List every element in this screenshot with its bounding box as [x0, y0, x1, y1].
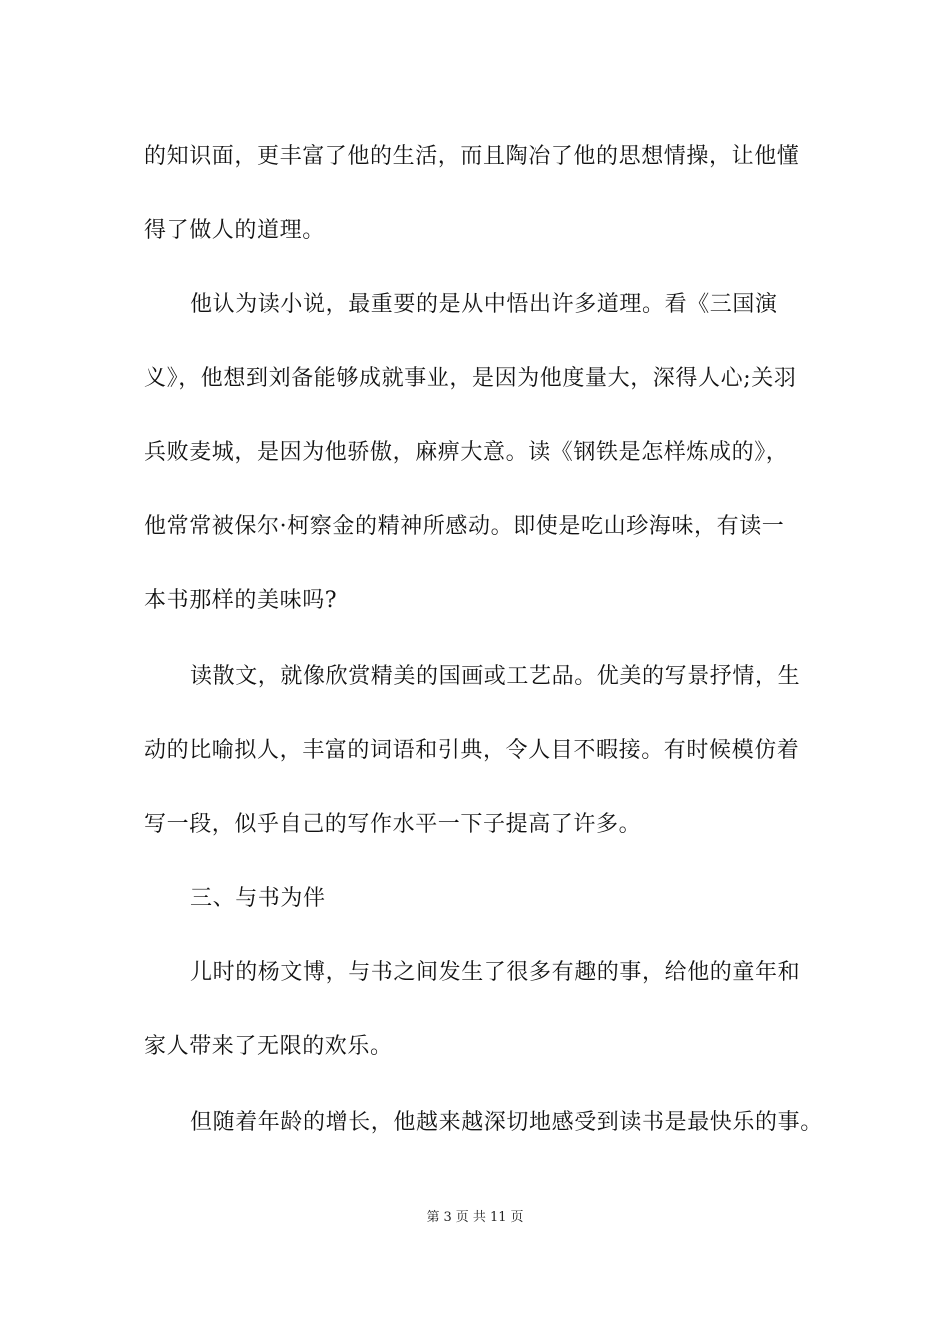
paragraph-start-line: 儿时的杨文博，与书之间发生了很多有趣的事，给他的童年和 — [190, 960, 801, 985]
paragraph-start-line: 读散文，就像欣赏精美的国画或工艺品。优美的写景抒情，生 — [190, 664, 801, 689]
footer-middle: 页 共 — [455, 1210, 486, 1225]
text-line: 家人带来了无限的欢乐。 — [144, 1034, 393, 1059]
text-line: 写一段，似乎自己的写作水平一下子提高了许多。 — [144, 812, 642, 837]
paragraph-start-line: 但随着年龄的增长，他越来越深切地感受到读书是最快乐的事。 — [190, 1110, 823, 1135]
section-heading: 三、与书为伴 — [190, 886, 326, 911]
footer-suffix: 页 — [510, 1210, 524, 1225]
text-line: 得了做人的道理。 — [144, 218, 325, 243]
footer-total-pages: 11 — [489, 1210, 507, 1225]
text-line: 本书那样的美味吗? — [144, 588, 338, 613]
text-line: 他常常被保尔·柯察金的精神所感动。即使是吃山珍海味，有读一 — [144, 514, 785, 539]
text-line: 义》，他想到刘备能够成就事业，是因为他度量大，深得人心;关羽 — [144, 366, 797, 391]
text-line: 动的比喻拟人，丰富的词语和引典，令人目不暇接。有时候模仿着 — [144, 738, 800, 763]
text-line: 兵败麦城，是因为他骄傲，麻痹大意。读《钢铁是怎样炼成的》， — [144, 440, 789, 465]
paragraph-start-line: 他认为读小说，最重要的是从中悟出许多道理。看《三国演 — [190, 292, 778, 317]
footer-current-page: 3 — [443, 1210, 452, 1225]
footer-prefix: 第 — [426, 1210, 440, 1225]
page-footer — [0, 1209, 950, 1227]
text-line: 的知识面，更丰富了他的生活，而且陶冶了他的思想情操，让他懂 — [144, 144, 800, 169]
